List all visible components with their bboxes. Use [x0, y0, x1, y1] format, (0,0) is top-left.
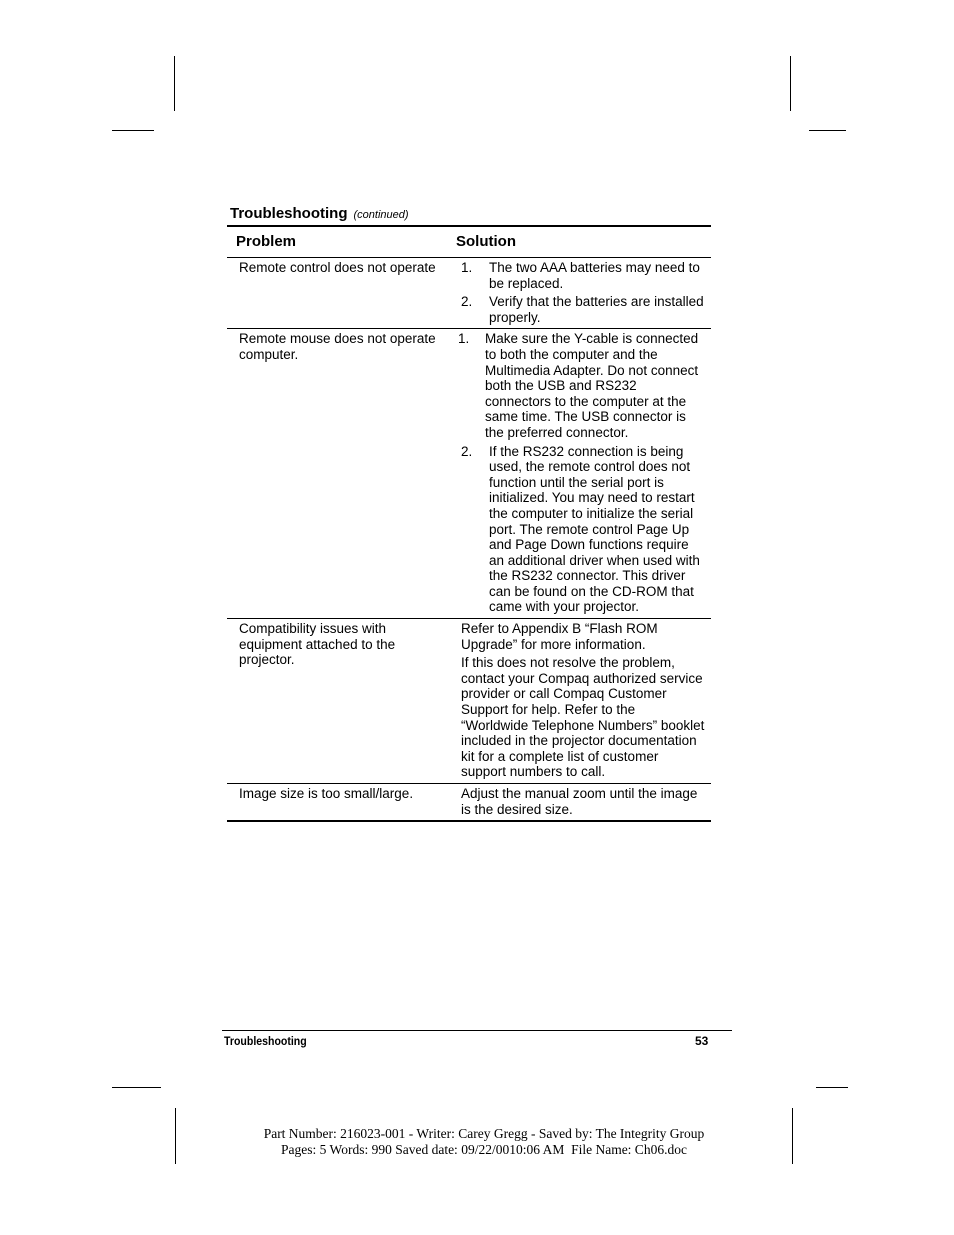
footer-chapter: Troubleshooting: [224, 1034, 307, 1048]
solution-cell: [461, 619, 711, 783]
solution-step: [461, 444, 705, 616]
solution-steps: [461, 260, 705, 325]
problem-cell: Remote control does not operate: [239, 260, 436, 275]
problem-cell: Compatibility issues with equipment attached to the projector.: [239, 621, 396, 668]
troubleshooting-table: [227, 225, 711, 822]
step-number: 1.: [458, 331, 470, 347]
problem-cell: Remote mouse does not operate computer.: [239, 331, 436, 362]
section-title: [230, 205, 409, 222]
table-row: [227, 329, 711, 619]
step-text: If the RS232 connection is being used, the remote control does not function until the serial port is initialized. You may need to restart the computer to initialize the serial port. The remote control Page Up and Page Down functions require an additional driver when used with the RS232 connector. This driver can be found on the CD-ROM that came with your projector.: [489, 443, 700, 615]
crop-mark-top-left-horizontal: [112, 130, 154, 131]
crop-mark-bottom-right-vertical: [792, 1108, 793, 1164]
step-text: Verify that the batteries are installed properly.: [489, 294, 704, 325]
step-text: Make sure the Y-cable is connected to both the computer and the Multimedia Adapter. Do not connect both the USB and RS232 connectors to the computer at the same time. The USB connector is the preferred connector.: [485, 331, 699, 440]
solution-paragraph: If this does not resolve the problem, contact your Compaq authorized service provider or call Compaq Customer Support for help. Refer to the “Worldwide Telephone Numbers” booklet included in the projector documentation kit for a complete list of customer support numbers to call.: [461, 655, 705, 780]
page-number: 53: [695, 1034, 709, 1048]
solution-cell: [461, 784, 711, 820]
problem-cell: Image size is too small/large.: [239, 786, 414, 801]
table-row: [227, 619, 711, 784]
crop-mark-top-right-vertical: [790, 56, 791, 111]
solution-paragraph: Refer to Appendix B “Flash ROM Upgrade” for more information.: [461, 621, 658, 652]
header-problem: Problem: [236, 233, 297, 251]
solution-step: [458, 331, 705, 440]
slug-line-2: Pages: 5 Words: 990 Saved date: 09/22/0010:06 AM File Name: Ch06.doc: [281, 1142, 687, 1157]
table-row: [227, 258, 711, 329]
document-slug: [200, 1126, 768, 1158]
table-row: [227, 784, 711, 820]
step-number: 2.: [461, 443, 473, 459]
solution-paragraph: Adjust the manual zoom until the image is the desired size.: [461, 786, 698, 817]
section-title-text: Troubleshooting: [230, 205, 348, 222]
crop-mark-bottom-left-vertical: [175, 1108, 176, 1164]
solution-step: [461, 260, 705, 291]
footer-rule: [222, 1030, 732, 1031]
section-continued-note: (continued): [353, 209, 409, 221]
crop-mark-top-right-horizontal: [809, 130, 846, 131]
crop-mark-top-left-vertical: [174, 56, 175, 111]
step-number: 1.: [461, 260, 473, 275]
solution-steps: [458, 331, 705, 615]
table-header: [227, 227, 711, 258]
solution-step: [461, 294, 705, 325]
solution-cell: [461, 258, 711, 328]
header-solution: Solution: [456, 233, 516, 251]
solution-cell: [458, 329, 711, 618]
slug-line-1: Part Number: 216023-001 - Writer: Carey Gregg - Saved by: The Integrity Group: [263, 1126, 705, 1141]
step-number: 2.: [461, 294, 473, 310]
crop-mark-bottom-right-horizontal: [816, 1087, 848, 1088]
crop-mark-bottom-left-horizontal: [112, 1087, 161, 1088]
step-text: The two AAA batteries may need to be replaced.: [489, 260, 700, 291]
